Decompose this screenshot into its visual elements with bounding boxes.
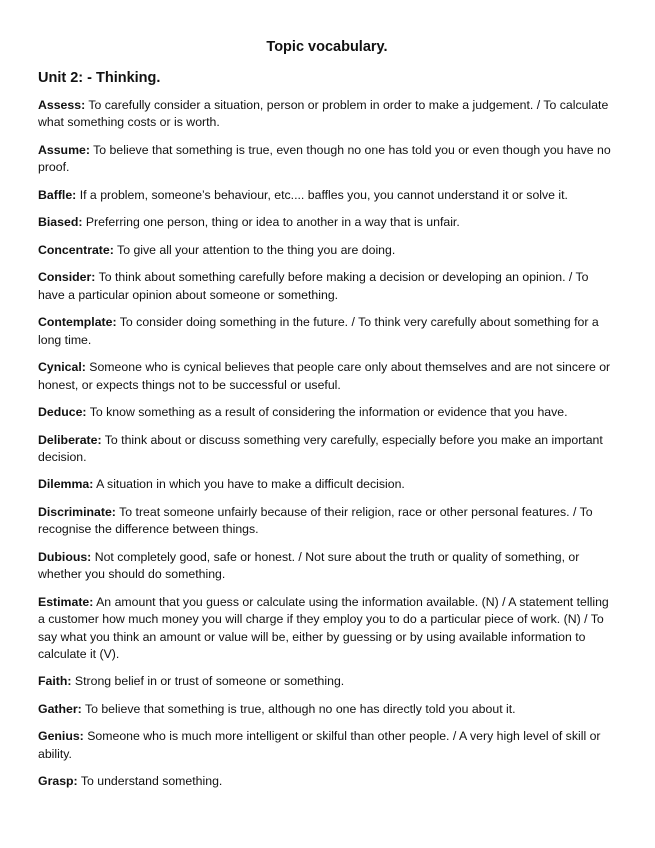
vocab-definition: To know something as a result of considering the information or evidence that you have. bbox=[89, 405, 568, 420]
vocab-definition: A situation in which you have to make a difficult decision. bbox=[96, 477, 405, 492]
vocab-term: Cynical: bbox=[38, 360, 86, 375]
vocab-term: Gather: bbox=[38, 701, 82, 716]
vocab-term: Baffle: bbox=[38, 187, 77, 202]
document-title: Topic vocabulary. bbox=[266, 39, 388, 55]
vocab-term: Assume: bbox=[38, 142, 90, 157]
vocab-term: Estimate: bbox=[38, 594, 94, 609]
vocab-entry-deliberate bbox=[38, 432, 616, 467]
vocab-term: Dubious: bbox=[38, 549, 92, 564]
unit-heading: Unit 2: - Thinking. bbox=[38, 70, 161, 86]
vocab-entry-assume bbox=[38, 142, 616, 177]
vocab-definition: To understand something. bbox=[80, 774, 223, 789]
vocab-entry-dilemma bbox=[38, 476, 616, 493]
vocab-definition: Someone who is cynical believes that people care only about themselves and are not sincere or honest, or expects things not to be successful or useful. bbox=[38, 360, 611, 392]
vocab-definition: Preferring one person, thing or idea to another in a way that is unfair. bbox=[85, 215, 460, 230]
document-page bbox=[38, 38, 616, 801]
vocab-entry-biased bbox=[38, 214, 616, 231]
vocab-definition: To believe that something is true, even though no one has told you or even though you have no proof. bbox=[38, 142, 611, 175]
vocab-definition: Someone who is much more intelligent or skilful than other people. / A very high level of skill or ability. bbox=[38, 729, 601, 761]
vocab-definition: Strong belief in or trust of someone or something. bbox=[74, 674, 345, 689]
vocab-entry-baffle bbox=[38, 187, 616, 204]
vocab-term: Contemplate: bbox=[38, 315, 117, 330]
vocab-term: Grasp: bbox=[38, 774, 78, 789]
vocab-term: Deduce: bbox=[38, 405, 87, 420]
vocab-term: Faith: bbox=[38, 674, 72, 689]
vocab-term: Discriminate: bbox=[38, 504, 116, 519]
vocab-entry-concentrate bbox=[38, 242, 616, 259]
vocab-entry-gather bbox=[38, 701, 616, 718]
vocab-definition: To treat someone unfairly because of their religion, race or other personal features. / To recognise the difference between things. bbox=[38, 504, 593, 537]
vocab-entry-consider bbox=[38, 269, 616, 304]
vocab-entry-faith bbox=[38, 673, 616, 690]
vocab-definition: If a problem, someone’s behaviour, etc.... baffles you, you cannot understand it or solve it. bbox=[79, 187, 568, 202]
vocab-entry-estimate bbox=[38, 594, 616, 664]
vocab-term: Deliberate: bbox=[38, 432, 102, 447]
vocab-definition: To give all your attention to the thing you are doing. bbox=[117, 242, 396, 257]
vocab-entry-assess bbox=[38, 97, 616, 132]
vocab-term: Biased: bbox=[38, 215, 83, 230]
vocab-entry-contemplate bbox=[38, 314, 616, 349]
vocab-definition: To carefully consider a situation, person or problem in order to make a judgement. / To calculate what something costs or is worth. bbox=[38, 98, 609, 130]
vocab-term: Consider: bbox=[38, 270, 96, 285]
vocab-definition: Not completely good, safe or honest. / Not sure about the truth or quality of something, or whether you should do something. bbox=[38, 549, 580, 582]
vocab-definition: An amount that you guess or calculate using the information available. (N) / A statement telling a customer how much money you will charge if they employ you to do a particular piece of work. (N) / To say what you think an amount or value will be, either by guessing or by using available information to calculate it (V). bbox=[38, 594, 609, 661]
vocab-entry-genius bbox=[38, 728, 616, 763]
vocab-term: Concentrate: bbox=[38, 242, 114, 257]
vocab-definition: To believe that something is true, although no one has directly told you about it. bbox=[84, 701, 516, 716]
vocab-entry-discriminate bbox=[38, 504, 616, 539]
vocab-entry-dubious bbox=[38, 549, 616, 584]
vocab-term: Dilemma: bbox=[38, 477, 94, 492]
vocab-definition: To think about or discuss something very carefully, especially before you make an important decision. bbox=[38, 432, 603, 464]
vocab-term: Genius: bbox=[38, 729, 84, 744]
vocab-term: Assess: bbox=[38, 98, 86, 112]
vocab-entry-grasp bbox=[38, 773, 616, 790]
vocab-definition: To consider doing something in the future. / To think very carefully about something for a long time. bbox=[38, 315, 599, 347]
vocab-definition: To think about something carefully before making a decision or developing an opinion. / To have a particular opinion about someone or something. bbox=[38, 270, 589, 302]
vocab-entry-cynical bbox=[38, 359, 616, 394]
vocab-entry-deduce bbox=[38, 404, 616, 421]
